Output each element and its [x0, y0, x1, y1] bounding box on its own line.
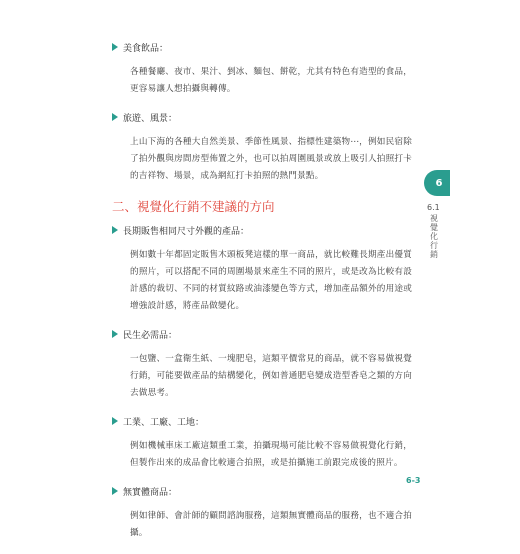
bullet-heading — [112, 327, 412, 341]
bullet-heading — [112, 110, 412, 124]
triangle-bullet-icon — [112, 417, 118, 425]
triangle-bullet-icon — [112, 113, 118, 121]
page-content — [112, 40, 412, 554]
paragraph: 上山下海的各種大自然美景、季節性風景、指標性建築物⋯，例如民宿除了拍外觀與房間房型佈置之外，也可以拍周圍風景或放上吸引人拍照打卡的吉祥物、場景，成為網紅打卡拍照的熱門景點。 — [130, 137, 412, 181]
bullet-heading — [112, 484, 412, 498]
bullet-heading-text: 美食飲品： — [123, 43, 169, 54]
paragraph: 一包鹽、一盒衛生紙、一塊肥皂，這類平價常見的商品，就不容易做視覺行銷，可能要做產品的結構變化，例如普通肥皂變成造型香皂之類的方向去做思考。 — [130, 354, 412, 398]
triangle-bullet-icon — [112, 330, 118, 338]
paragraph: 例如機械車床工廠這類重工業，拍攝現場可能比較不容易做視覺化行銷，但製作出來的成品會比較適合拍照，或是拍攝施工前跟完成後的照片。 — [130, 441, 412, 468]
bullet-heading — [112, 40, 412, 54]
bullet-heading — [112, 223, 412, 237]
section-heading: 二、視覺化行銷不建議的方向 — [112, 199, 275, 214]
bullet-heading — [112, 414, 412, 428]
paragraph: 各種餐廳、夜市、果汁、剉冰、麵包、餅乾，尤其有特色有造型的食品，更容易讓人想拍攝與轉傳。 — [130, 67, 412, 94]
chapter-tab: 6 — [424, 170, 450, 196]
side-section-number: 6.1 — [427, 203, 440, 212]
bullet-heading-text: 無實體商品： — [123, 487, 178, 498]
triangle-bullet-icon — [112, 487, 118, 495]
page-number: 6-3 — [406, 476, 421, 485]
bullet-heading-text: 長期販售相同尺寸外觀的產品： — [123, 226, 250, 237]
triangle-bullet-icon — [112, 43, 118, 51]
paragraph: 例如律師、會計師的顧問諮詢服務，這類無實體商品的服務，也不適合拍攝。 — [130, 511, 412, 538]
bullet-heading-text: 民生必需品： — [123, 330, 178, 341]
triangle-bullet-icon — [112, 226, 118, 234]
paragraph: 例如數十年都固定販售木頭板凳這樣的單一商品，就比較難長期產出優質的照片，可以搭配不同的周圍場景來產生不同的照片，或是改為比較有設計感的裁切、不同的材質紋路或油漆變色等方式，增加產品額外的用途或增強設計感，將產品做變化。 — [130, 250, 412, 311]
bullet-heading-text: 工業、工廠、工地： — [123, 417, 205, 428]
bullet-heading-text: 旅遊、風景： — [123, 113, 178, 124]
side-section-title: 視覺化行銷 — [430, 214, 438, 259]
